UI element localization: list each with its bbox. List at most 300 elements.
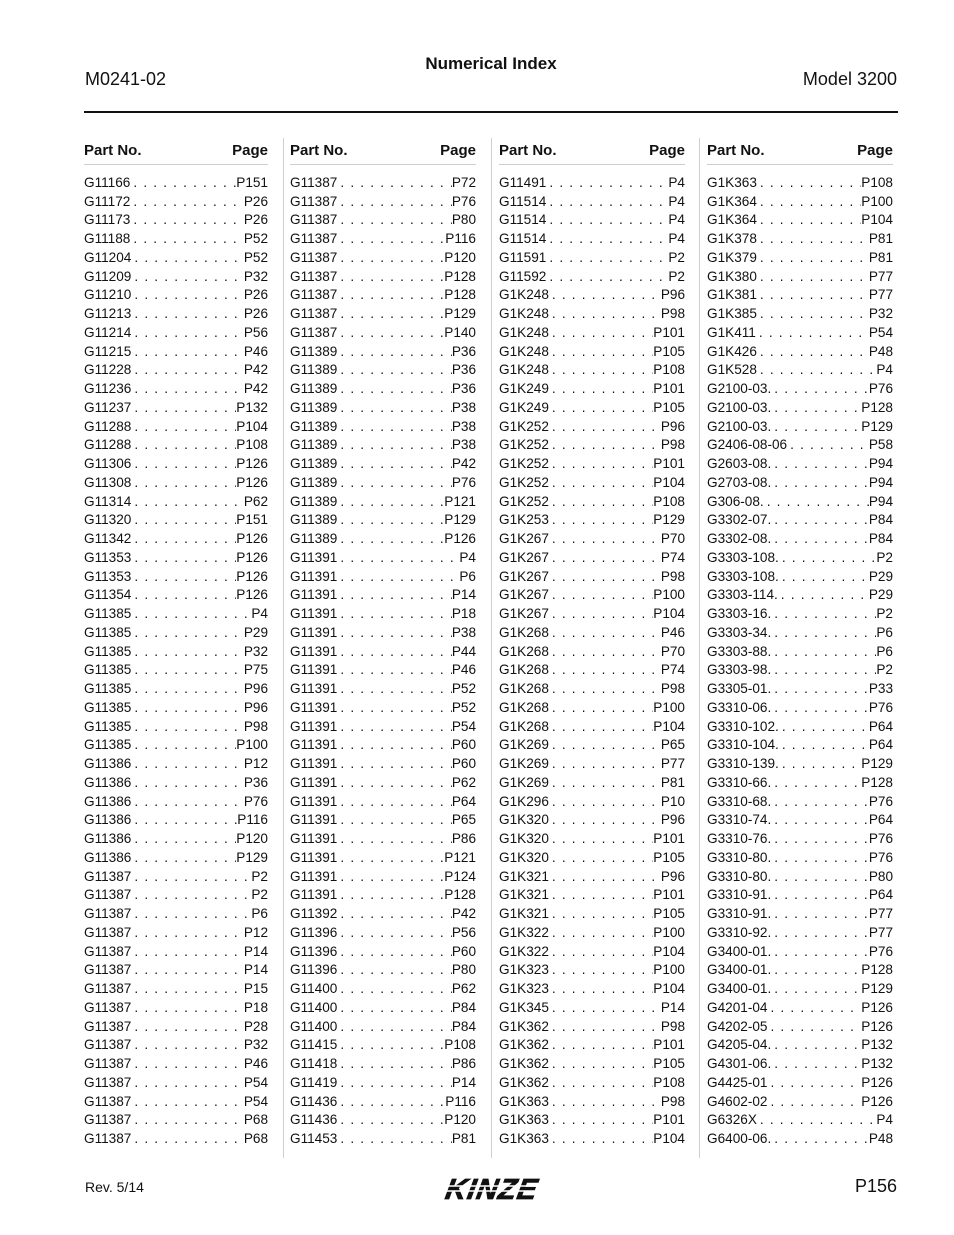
index-entry [84,454,268,473]
index-entry [707,679,893,698]
dot-leader [131,625,243,640]
part-number: G11391 [290,774,338,790]
part-number: G11415 [290,1037,338,1053]
part-number: G3302-08. [707,531,772,547]
page-reference: P84 [868,512,893,528]
dot-leader [337,344,451,359]
dot-leader [337,925,451,940]
page-reference: P12 [243,756,268,772]
part-number: G3303-16. [707,606,772,622]
page-reference: P2 [668,249,685,265]
dot-leader [337,419,451,434]
index-entry [84,773,268,792]
part-number: G1K379 [707,249,757,265]
part-number: G11392 [290,906,338,922]
page-reference: P129 [861,418,893,434]
dot-leader [771,925,869,940]
dot-leader [337,850,444,865]
dot-leader [337,569,459,584]
dot-leader [131,850,236,865]
part-number: G11209 [84,268,132,284]
part-number: G1K267 [499,531,549,547]
dot-leader [771,456,869,471]
index-entry [499,679,685,698]
dot-leader [337,1131,451,1146]
dot-leader [549,1019,661,1034]
index-entry [84,998,268,1017]
page-reference: P4 [459,549,476,565]
dot-leader [771,775,861,790]
dot-leader [549,494,653,509]
dot-leader [337,175,451,190]
page-reference: P120 [444,249,476,265]
dot-leader [757,269,869,284]
page-reference: P104 [653,1131,685,1147]
part-number: G1K381 [707,287,757,303]
dot-leader [131,925,243,940]
page-reference: P64 [868,737,893,753]
index-entry [84,342,268,361]
index-entry [290,604,476,623]
dot-leader [546,250,668,265]
part-number: G11400 [290,1018,338,1034]
index-entry [499,211,685,230]
index-entry [84,248,268,267]
index-entry [707,286,893,305]
index-entry [707,586,893,605]
page-reference: P80 [451,212,476,228]
page-reference: P104 [653,606,685,622]
dot-leader [771,794,869,809]
part-number: G11385 [84,606,132,622]
page-reference: P96 [660,287,685,303]
index-entry [499,1092,685,1111]
page-reference: P104 [653,718,685,734]
index-entry [84,1129,268,1148]
index-entry [84,867,268,886]
page-reference: P126 [236,456,268,472]
page-reference: P126 [861,1093,893,1109]
index-entry [499,961,685,980]
part-number: G1K252 [499,474,549,490]
page-reference: P4 [668,212,685,228]
index-entry [84,754,268,773]
dot-leader [757,250,869,265]
page-reference: P129 [653,512,685,528]
dot-leader [549,906,653,921]
part-number: G1K320 [499,831,549,847]
dot-leader [549,756,661,771]
index-entry [707,492,893,511]
dot-leader [337,681,451,696]
part-number: G1K248 [499,306,549,322]
part-number: G11514 [499,193,547,209]
index-entry [707,661,893,680]
part-number: G11308 [84,474,132,490]
page-reference: P129 [444,512,476,528]
dot-leader [549,1056,653,1071]
index-entry [290,623,476,642]
index-entry [499,867,685,886]
part-number: G11387 [290,193,338,209]
index-entry [707,267,893,286]
index-entry [707,792,893,811]
part-number: G11391 [290,793,338,809]
page-reference: P128 [861,774,893,790]
index-entry [707,1129,893,1148]
index-entry [707,1017,893,1036]
part-number: G11387 [290,324,338,340]
dot-leader [546,269,668,284]
page-reference: P58 [868,437,893,453]
index-entry [290,867,476,886]
part-number: G11386 [84,849,132,865]
dot-leader [131,475,236,490]
part-number: G1K363 [499,1093,549,1109]
part-number-header: Part No. [499,141,557,159]
dot-leader [549,737,661,752]
index-entry [707,886,893,905]
part-number: G11385 [84,718,132,734]
index-entry [290,417,476,436]
part-number: G3305-01. [707,681,772,697]
index-entry [499,642,685,661]
dot-leader [549,794,661,809]
index-entry [84,529,268,548]
dot-leader [549,325,653,340]
part-number: G1K411 [707,324,756,340]
dot-leader [131,681,243,696]
part-number: G11386 [84,831,132,847]
page-reference: P104 [236,418,268,434]
dot-leader [131,906,251,921]
part-number: G11166 [84,174,131,190]
page-reference: P100 [236,737,268,753]
page-reference: P6 [876,624,893,640]
index-entry [290,923,476,942]
page-reference: P6 [251,906,268,922]
index-entry [290,361,476,380]
document-id: M0241-02 [85,69,167,89]
part-number: G11389 [290,531,338,547]
index-entry [707,548,893,567]
part-number: G11389 [290,343,338,359]
dot-leader [549,887,653,902]
dot-leader [337,719,451,734]
part-number: G3310-104. [707,737,779,753]
dot-leader [771,944,869,959]
index-entry [707,736,893,755]
dot-leader [131,550,236,565]
index-entry [84,173,268,192]
page-reference: P126 [861,999,893,1015]
dot-leader [337,269,444,284]
index-entry [290,829,476,848]
header-rule [84,111,898,113]
page-reference: P100 [653,699,685,715]
dot-leader [549,812,661,827]
dot-leader [771,962,861,977]
index-entry [84,792,268,811]
index-entry [707,361,893,380]
part-number: G306-08. [707,493,764,509]
index-entry [84,192,268,211]
dot-leader [130,231,243,246]
index-entry [290,942,476,961]
dot-leader [337,512,444,527]
part-number: G1K323 [499,981,549,997]
page-reference: P6 [876,643,893,659]
page-reference: P116 [237,812,268,828]
part-number: G11391 [290,737,338,753]
index-entry [707,961,893,980]
part-number: G3310-80. [707,868,772,884]
dot-leader [771,700,869,715]
page-reference: P124 [444,868,476,884]
part-number: G1K267 [499,549,549,565]
page-reference: P116 [445,231,476,247]
dot-leader [131,325,243,340]
dot-leader [757,175,861,190]
page-reference: P68 [243,1131,268,1147]
part-number: G3310-66. [707,774,772,790]
index-entry [290,1129,476,1148]
dot-leader [549,512,653,527]
page-reference: P54 [243,1074,268,1090]
index-entry [707,848,893,867]
page-reference: P101 [653,887,685,903]
page-number: P156 [854,1176,897,1196]
dot-leader [549,775,661,790]
part-number: G11236 [84,381,132,397]
part-number: G1K249 [499,399,549,415]
page-reference: P96 [243,681,268,697]
page-reference: P126 [444,531,476,547]
part-number: G11389 [290,437,338,453]
index-entry [499,736,685,755]
part-number: G11592 [499,268,547,284]
page-reference: P140 [444,324,476,340]
part-number: G11396 [290,943,338,959]
page-reference: P15 [243,981,268,997]
index-entry [84,979,268,998]
index-entry [707,904,893,923]
index-entry [499,792,685,811]
page-reference: P151 [236,512,268,528]
dot-leader [787,437,869,452]
part-number: G11391 [290,643,338,659]
part-number: G11389 [290,399,338,415]
dot-leader [757,1112,876,1127]
part-number: G3310-68. [707,793,772,809]
part-number: G3310-92. [707,924,772,940]
index-entry [290,267,476,286]
part-number: G1K320 [499,849,549,865]
index-entry [707,1092,893,1111]
index-entry [707,1073,893,1092]
part-number: G11396 [290,962,338,978]
part-number: G11391 [290,624,338,640]
part-number: G11385 [84,737,132,753]
page-reference: P76 [451,474,476,490]
dot-leader [771,662,876,677]
dot-leader [546,175,668,190]
dot-leader [130,212,243,227]
dot-leader [549,587,653,602]
page-reference: P4 [668,231,685,247]
page-reference: P33 [868,681,893,697]
dot-leader [771,850,869,865]
part-number: G11391 [290,756,338,772]
index-entry [707,454,893,473]
part-number: G1K269 [499,756,549,772]
part-number: G1K248 [499,343,549,359]
dot-leader [337,962,451,977]
dot-leader [337,944,451,959]
index-column-2 [290,136,476,1148]
part-number: G3310-06. [707,699,772,715]
part-number: G11172 [84,193,131,209]
dot-leader [131,381,243,396]
dot-leader [771,812,869,827]
index-entry [499,492,685,511]
dot-leader [131,1000,243,1015]
index-entry [499,511,685,530]
page-reference: P128 [861,399,893,415]
page-reference: P62 [451,774,476,790]
part-number: G11389 [290,381,338,397]
index-entry [499,267,685,286]
index-entry [290,998,476,1017]
index-entry [290,529,476,548]
part-number: G11387 [84,1037,132,1053]
page-header: Page [649,141,685,159]
dot-leader [337,1056,451,1071]
page-header: Page [857,141,893,159]
dot-leader [337,794,451,809]
index-entry [290,229,476,248]
part-number: G11173 [84,212,131,228]
page-reference: P126 [236,568,268,584]
part-number: G11387 [84,868,132,884]
page-reference: P76 [868,831,893,847]
dot-leader [549,550,661,565]
part-number: G1K252 [499,418,549,434]
page-reference: P44 [451,643,476,659]
dot-leader [337,362,451,377]
part-number: G11353 [84,568,132,584]
dot-leader [549,981,653,996]
part-number: G11491 [499,174,547,190]
page-reference: P100 [653,587,685,603]
dot-leader [131,775,243,790]
dot-leader [131,944,243,959]
page-reference: P126 [236,549,268,565]
dot-leader [337,1000,451,1015]
index-entry [290,754,476,773]
dot-leader [131,400,236,415]
dot-leader [771,419,861,434]
index-entry [499,398,685,417]
part-number: G11389 [290,362,338,378]
dot-leader [549,1112,653,1127]
dot-leader [131,306,243,321]
page-reference: P36 [451,381,476,397]
dot-leader [549,1037,653,1052]
dot-leader [131,719,243,734]
part-number: G11387 [84,924,132,940]
part-number: G3303-88. [707,643,772,659]
part-number: G11386 [84,774,132,790]
page-reference: P32 [243,643,268,659]
part-number: G1K378 [707,231,757,247]
page-reference: P104 [653,474,685,490]
kinze-logo [428,1172,552,1206]
index-entry [84,698,268,717]
index-entry [84,548,268,567]
index-entry [499,173,685,192]
part-number: G1K268 [499,699,549,715]
part-number: G11387 [290,287,338,303]
part-number: G11391 [290,868,338,884]
dot-leader [337,587,451,602]
page-reference: P14 [243,943,268,959]
dot-leader [549,1131,653,1146]
model-name: Model 3200 [802,69,897,89]
part-number: G1K248 [499,287,549,303]
index-entry [290,567,476,586]
part-number: G11385 [84,699,132,715]
dot-leader [130,175,236,190]
part-number: G1K426 [707,343,757,359]
page-reference: P126 [861,1018,893,1034]
dot-leader [771,606,876,621]
index-column-1 [84,136,268,1148]
dot-leader [131,1075,243,1090]
page-reference: P76 [243,793,268,809]
page-reference: P4 [876,1112,893,1128]
page-reference: P12 [243,924,268,940]
part-number: G3303-114. [707,587,778,603]
part-number: G1K269 [499,774,549,790]
page-reference: P38 [451,418,476,434]
page-reference: P42 [451,906,476,922]
page-reference: P100 [861,193,893,209]
dot-leader [337,494,444,509]
part-number: G11400 [290,999,338,1015]
part-number: G1K322 [499,924,549,940]
index-entry [84,623,268,642]
page-reference: P101 [653,831,685,847]
dot-leader [549,831,653,846]
dot-leader [131,437,236,452]
page-reference: P18 [451,606,476,622]
index-entry [707,379,893,398]
dot-leader [757,212,861,227]
part-number: G11386 [84,793,132,809]
part-number: G4425-01 [707,1074,768,1090]
dot-leader [546,231,668,246]
dot-leader [771,906,869,921]
dot-leader [131,794,243,809]
index-entry [707,417,893,436]
index-entry [707,942,893,961]
page-reference: P126 [861,1074,893,1090]
part-number: G11391 [290,606,338,622]
page-reference: P84 [451,999,476,1015]
index-entry [84,379,268,398]
page-reference: P104 [861,212,893,228]
